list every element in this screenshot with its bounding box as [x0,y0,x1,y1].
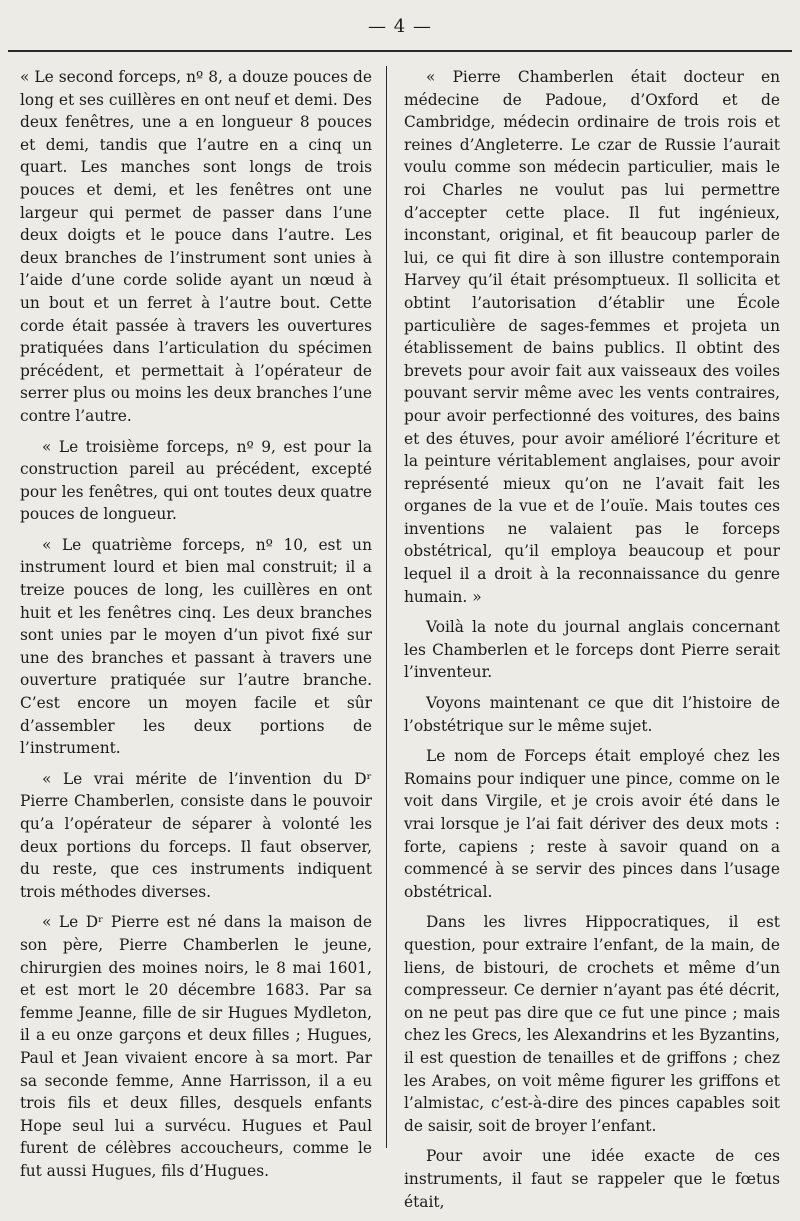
page-number: — 4 — [368,16,432,37]
header-rule [8,50,792,52]
paragraph: « Le second forceps, nº 8, a douze pouces de long et ses cuillères en ont neuf et demi. Des deux fenêtres, une a en longueur 8 pouces et demi, tandis que l’autre en a cinq un quart. Les manches sont longs de trois pouces et demi, et les fenêtres ont une largeur qui permet de passer dans l’une deux doigts et le pouce dans l’autre. Les deux branches de l’instrument sont unies à l’aide d’une corde solide ayant un nœud à un bout et un ferret à l’autre bout. Cette corde était passée à travers les ouvertures pratiquées dans l’articulation du spécimen précédent, et permettait à l’opérateur de serrer plus ou moins les deux branches l’une contre l’autre. [20,68,372,425]
column-divider [386,66,387,1148]
paragraph: Dans les livres Hippocratiques, il est question, pour extraire l’enfant, de la main, de liens, de bistouri, de crochets et même d’un compresseur. Ce dernier n’ayant pas été décrit, on ne peut pas dire que ce fut une pince ; mais chez les Grecs, les Alexandrins et les Byzantins, il est question de tenailles et de griffons ; chez les Arabes, on voit même figurer les griffons et l’almistac, c’est-à-dire des pinces capables soit de saisir, soit de broyer l’enfant. [404,913,780,1135]
paragraph: « Le troisième forceps, nº 9, est pour la construction pareil au précédent, excepté pour les fenêtres, qui ont toutes deux quatre pouces de longueur. [20,437,372,524]
paragraph: Le nom de Forceps était employé chez les Romains pour indiquer une pince, comme on le voit dans Virgile, et je crois avoir été dans le vrai lorsque je l’ai fait dériver des deux mots : forte, capiens ; reste à savoir quand on a commencé à se servir des pinces dans l’usage obstétrical. [404,747,780,901]
paragraph: Voilà la note du journal anglais concernant les Chamberlen et le forceps dont Pierre serait l’inventeur. [404,618,780,682]
paragraph: Voyons maintenant ce que dit l’histoire de l’obstétrique sur le même sujet. [404,694,780,735]
left-column [20,66,372,1191]
paragraph: « Pierre Chamberlen était docteur en médecine de Padoue, d’Oxford et de Cambridge, médecin ordinaire de trois rois et reines d’Angleterre. Le czar de Russie l’aurait voulu comme son médecin particulier, mais le roi Charles ne voulut pas lui permettre d’accepter cette place. Il fut ingénieux, inconstant, original, et fit beaucoup parler de lui, ce qui fit dire à son illustre contemporain Harvey qu’il était présomptueux. Il sollicita et obtint l’autorisation d’établir une École particulière de sages-femmes et projeta un établissement de bains publics. Il obtint des brevets pour avoir fait aux vaisseaux des voiles pouvant servir même avec les vents contraires, pour avoir perfectionné des voitures, des bains et des étuves, pour avoir amélioré l’écriture et la peinture véritablement anglaises, pour avoir représenté mieux qu’on ne l’avait fait les organes de la vue et de l’ouïe. Mais toutes ces inventions ne valaient pas le forceps obstétrical, qu’il employa beaucoup et pour lequel il a droit à la reconnaissance du genre humain. » [404,68,780,606]
right-column [404,66,780,1221]
paragraph: Pour avoir une idée exacte de ces instruments, il faut se rappeler que le fœtus était, [404,1147,780,1211]
paragraph: « Le vrai mérite de l’invention du Dʳ Pierre Chamberlen, consiste dans le pouvoir qu’a l’opérateur de séparer à volonté les deux portions du forceps. Il faut observer, du reste, que ces instruments indiquent trois méthodes diverses. [20,769,372,901]
paragraph: « Le quatrième forceps, nº 10, est un instrument lourd et bien mal construit; il a treize pouces de long, les cuillères en ont huit et les fenêtres cinq. Les deux branches sont unies par le moyen d’un pivot fixé sur une des branches et passant à travers une ouverture pratiquée sur l’autre branche. C’est encore un moyen facile et sûr d’assembler les deux portions de l’instrument. [20,535,372,758]
paragraph: « Le Dʳ Pierre est né dans la maison de son père, Pierre Chamberlen le jeune, chirurgien des moines noirs, le 8 mai 1601, et est mort le 20 décembre 1683. Par sa femme Jeanne, fille de sir Hugues Mydleton, il a eu onze garçons et deux filles ; Hugues, Paul et Jean vivaient encore à sa mort. Par sa seconde femme, Anne Harrisson, il a eu trois fils et deux filles, desquels enfants Hope seul lui a survécu. Hugues et Paul furent de célèbres accoucheurs, comme le fut aussi Hugues, fils d’Hugues. [20,913,372,1180]
